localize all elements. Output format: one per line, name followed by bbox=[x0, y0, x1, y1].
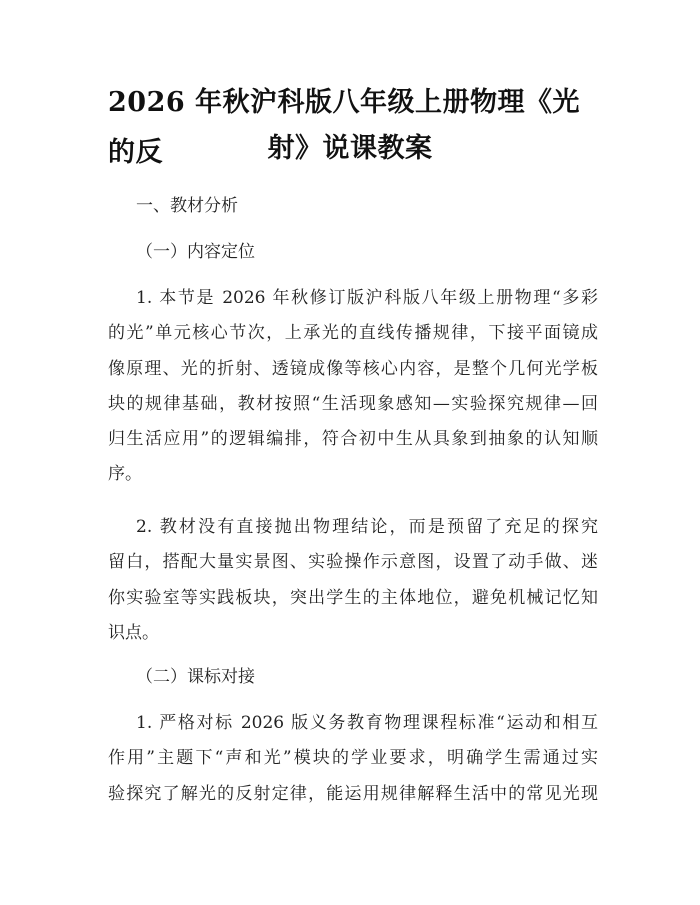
paragraph-line: 1. 本节是 2026 年秋修订版沪科版八年级上册物理“多彩 bbox=[136, 288, 598, 308]
paragraph-line: 块的规律基础，教材按照“生活现象感知—实验探究规律—回 bbox=[108, 393, 598, 414]
paragraph-line: 识点。 bbox=[108, 622, 159, 643]
paragraph-line: 的光”单元核心节次，上承光的直线传播规律，下接平面镜成 bbox=[108, 323, 598, 344]
paragraph-line: 归生活应用”的逻辑编排，符合初中生从具象到抽象的认知顺 bbox=[108, 429, 598, 450]
paragraph-line: 序。 bbox=[108, 464, 142, 485]
paragraph-curriculum-alignment-1 bbox=[108, 706, 598, 812]
paragraph-line: 2. 教材没有直接抛出物理结论，而是预留了充足的探究 bbox=[136, 517, 598, 537]
document-title-line-1: 2026 年秋沪科版八年级上册物理《光的反 bbox=[108, 87, 581, 168]
section-heading-teaching-material-analysis: 一、教材分析 bbox=[136, 196, 238, 216]
paragraph-line: 留白，搭配大量实景图、实验操作示意图，设置了动手做、迷 bbox=[108, 552, 598, 573]
subsection-heading-curriculum-alignment: （二）课标对接 bbox=[136, 667, 255, 687]
paragraph-content-positioning-2 bbox=[108, 510, 598, 651]
paragraph-line: 像原理、光的折射、透镜成像等核心内容，是整个几何光学板 bbox=[108, 358, 598, 379]
paragraph-line: 你实验室等实践板块，突出学生的主体地位，避免机械记忆知 bbox=[108, 587, 598, 608]
paragraph-content-positioning-1 bbox=[108, 281, 598, 493]
paragraph-line: 作用”主题下“声和光”模块的学业要求，明确学生需通过实 bbox=[108, 748, 598, 769]
paragraph-line: 验探究了解光的反射定律，能运用规律解释生活中的常见光现 bbox=[108, 783, 598, 804]
document-title-line-2: 射》说课教案 bbox=[267, 133, 433, 164]
subsection-heading-content-positioning: （一）内容定位 bbox=[136, 242, 255, 262]
paragraph-line: 1. 严格对标 2026 版义务教育物理课程标准“运动和相互 bbox=[136, 713, 598, 733]
